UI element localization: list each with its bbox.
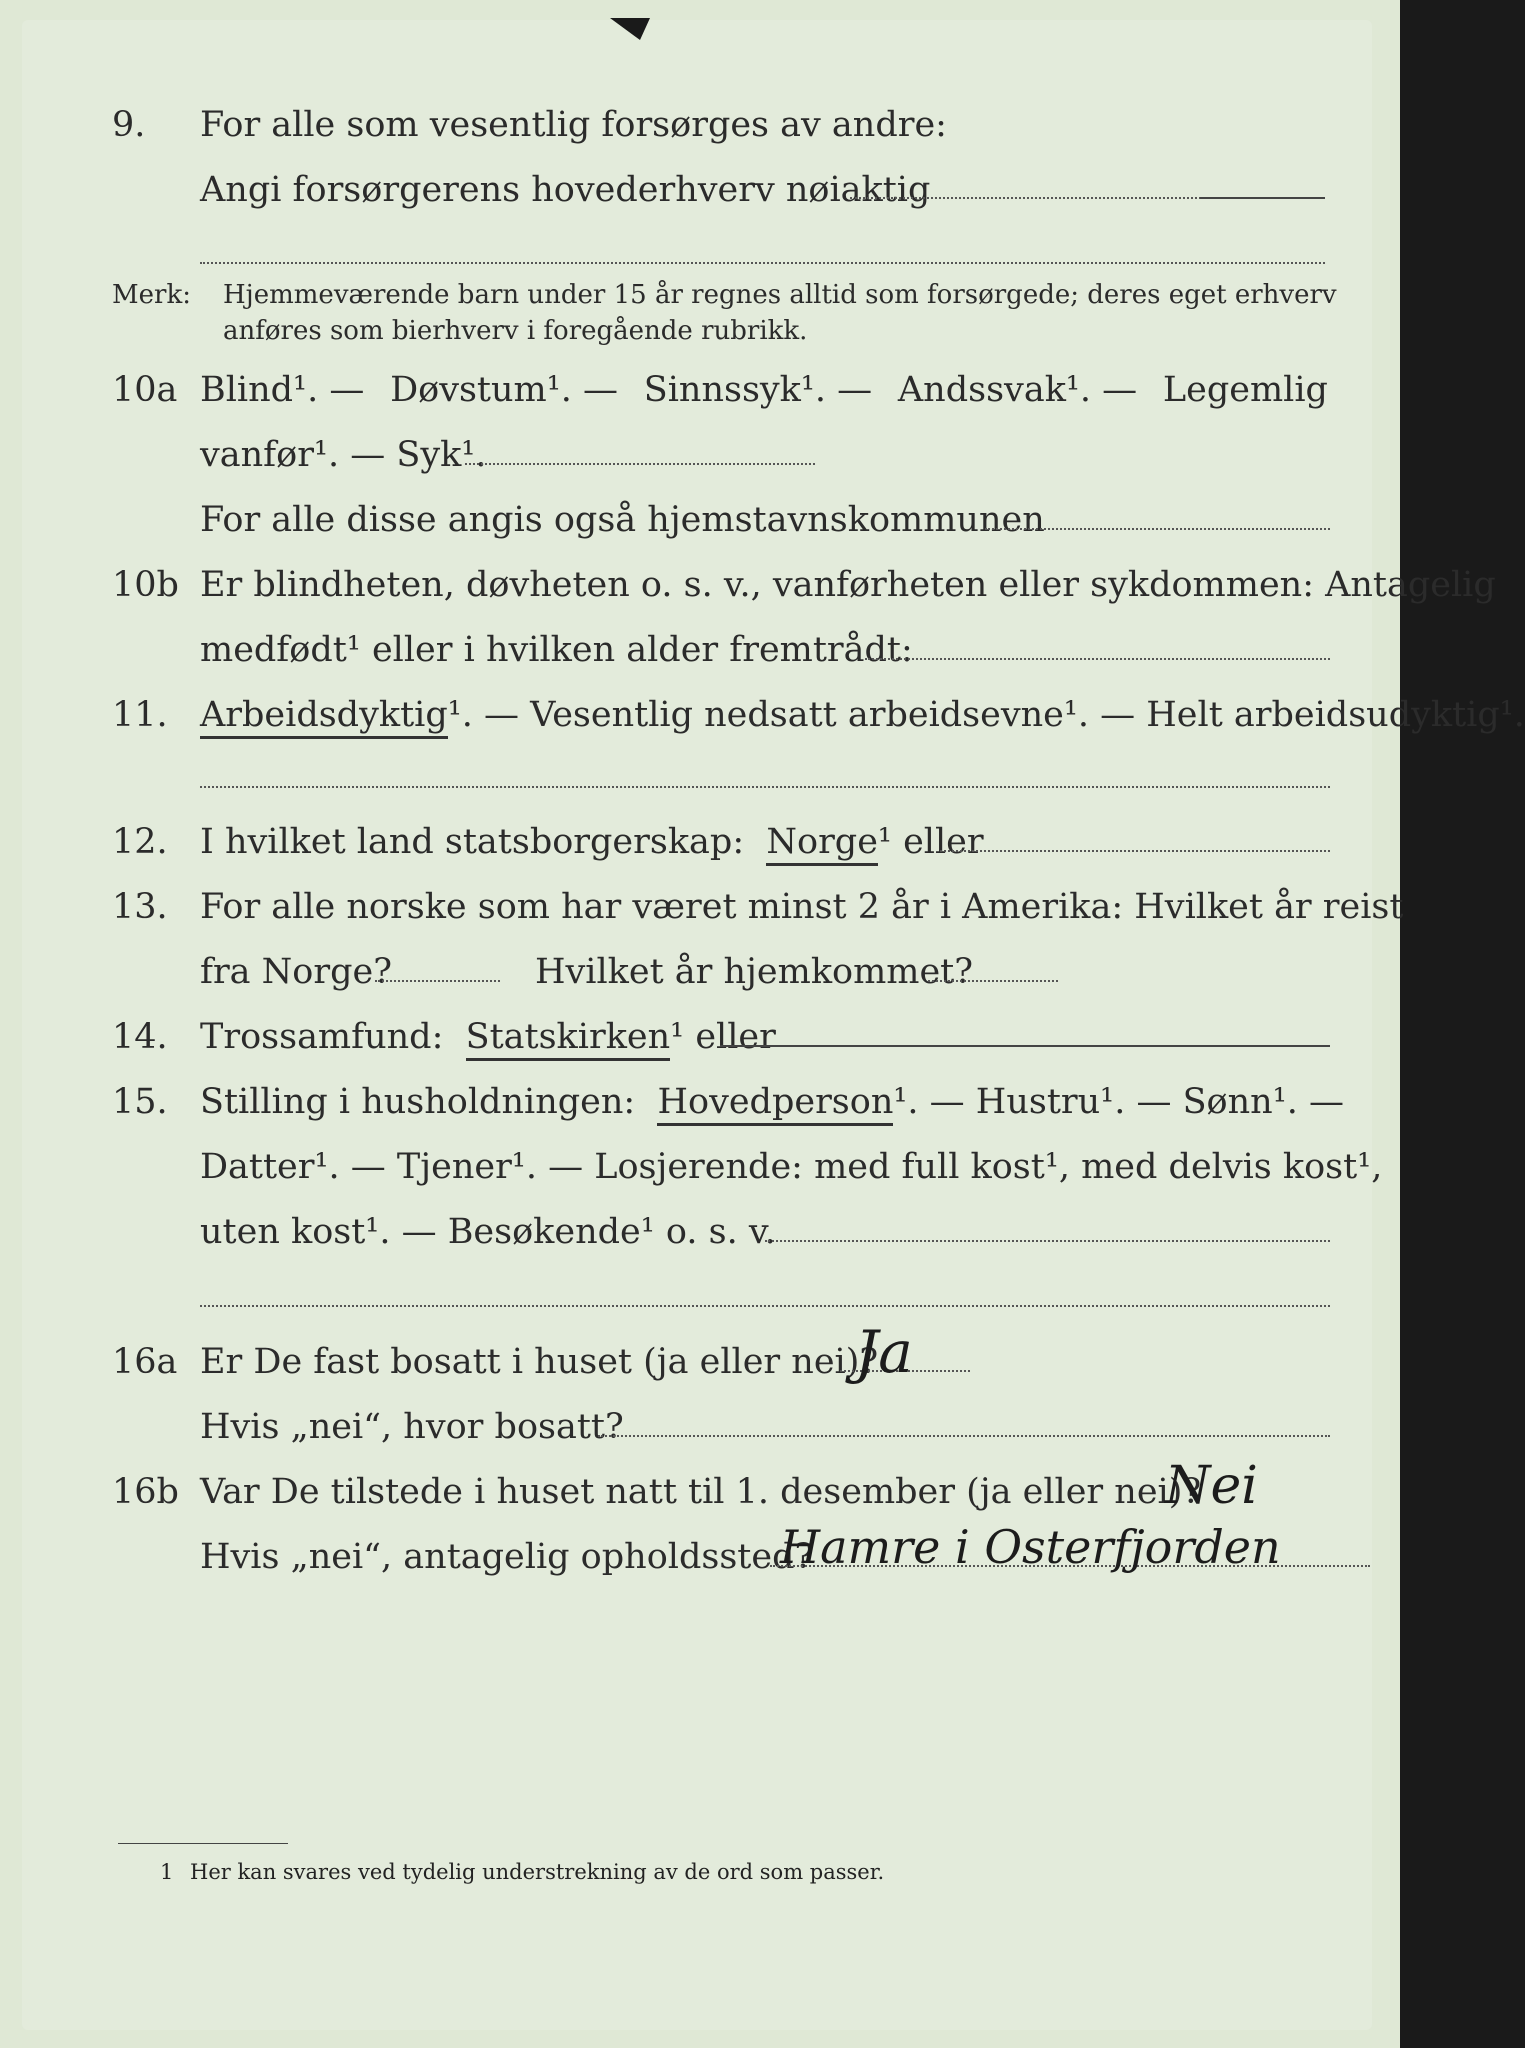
note-label: Merk: <box>112 280 191 310</box>
question-number: 16b <box>112 1472 179 1512</box>
note-line-2: anføres som bierhverv i foregående rubrikk. <box>223 316 808 346</box>
question-text: Hvilket år hjemkommet? <box>535 952 974 992</box>
question-number: 12. <box>112 822 168 862</box>
question-text: Var De tilstede i huset natt til 1. desember (ja eller nei)? <box>200 1472 1202 1512</box>
question-text: Hvis „nei“, hvor bosatt? <box>200 1407 624 1447</box>
question-text: uten kost¹. — Besøkende¹ o. s. v. <box>200 1212 776 1252</box>
footnote-mark: 1 <box>160 1860 174 1884</box>
question-text: I hvilket land statsborgerskap: Norge¹ eller <box>200 822 984 862</box>
question-number: 11. <box>112 695 168 735</box>
question-number: 10b <box>112 565 179 605</box>
answer-line[interactable] <box>765 1240 1330 1242</box>
answer-line[interactable] <box>940 850 1330 852</box>
answer-line[interactable] <box>598 1435 1330 1437</box>
answer-line[interactable] <box>375 980 500 982</box>
question-text: Datter¹. — Tjener¹. — Losjerende: med full kost¹, med delvis kost¹, <box>200 1147 1383 1187</box>
question-text: vanfør¹. — Syk¹. <box>200 435 487 475</box>
answer-line[interactable] <box>465 463 815 465</box>
option-mentally-disabled[interactable]: Andssvak¹. — <box>897 370 1138 410</box>
question-text: Stilling i husholdningen: Hovedperson¹. — Hustru¹. — Sønn¹. — <box>200 1082 1344 1122</box>
footnote-rule <box>118 1843 288 1844</box>
question-number: 14. <box>112 1017 168 1057</box>
question-text: Er blindheten, døvheten o. s. v., vanførheten eller sykdommen: Antagelig <box>200 565 1496 605</box>
handwritten-answer-place[interactable]: Hamre i Osterfjorden <box>780 1520 1281 1574</box>
question-text: Hvis „nei“, antagelig opholdssted? <box>200 1537 814 1577</box>
marked-answer[interactable]: Arbeidsdyktig <box>200 695 448 739</box>
answer-line[interactable] <box>985 528 1330 530</box>
option-physically-disabled[interactable]: Legemlig <box>1162 370 1328 410</box>
question-text: For alle som vesentlig forsørges av andre: <box>200 105 947 145</box>
question-text: Trossamfund: Statskirken¹ eller <box>200 1017 776 1057</box>
question-text: fra Norge? <box>200 952 392 992</box>
answer-line-solid <box>1200 197 1325 199</box>
option-blind[interactable]: Blind¹. — <box>200 370 365 410</box>
marked-answer[interactable]: Norge <box>766 822 878 866</box>
option-insane[interactable]: Sinnssyk¹. — <box>643 370 873 410</box>
question-number: 16a <box>112 1342 178 1382</box>
condition-list <box>200 370 1328 410</box>
question-text: Er De fast bosatt i huset (ja eller nei)? <box>200 1342 879 1382</box>
torn-corner <box>610 18 650 40</box>
answer-line[interactable] <box>200 786 1330 788</box>
question-text: Angi forsørgerens hovederhverv nøiaktig <box>200 170 931 210</box>
question-text: For alle norske som har været minst 2 år i Amerika: Hvilket år reist <box>200 887 1404 927</box>
question-number: 10a <box>112 370 178 410</box>
answer-line[interactable] <box>720 1045 1330 1047</box>
marked-answer[interactable]: Statskirken <box>466 1017 671 1061</box>
answer-line[interactable] <box>200 262 1325 264</box>
question-number: 13. <box>112 887 168 927</box>
option-deaf[interactable]: Døvstum¹. — <box>390 370 619 410</box>
question-text: For alle disse angis også hjemstavnskommunen <box>200 500 1045 540</box>
answer-line[interactable] <box>928 980 1058 982</box>
question-number: 9. <box>112 105 146 145</box>
handwritten-answer-nei[interactable]: Nei <box>1165 1456 1258 1516</box>
question-text: medfødt¹ eller i hvilken alder fremtrådt: <box>200 630 913 670</box>
question-number: 15. <box>112 1082 168 1122</box>
marked-answer[interactable]: Hovedperson <box>657 1082 893 1126</box>
handwritten-answer-ja[interactable]: Ja <box>855 1318 913 1386</box>
question-text: Arbeidsdyktig¹. — Vesentlig nedsatt arbeidsevne¹. — Helt arbeidsudyktig¹. <box>200 695 1525 735</box>
footnote-text: Her kan svares ved tydelig understrekning av de ord som passer. <box>190 1860 885 1884</box>
answer-line[interactable] <box>865 658 1330 660</box>
note-line-1: Hjemmeværende barn under 15 år regnes alltid som forsørgede; deres eget erhverv <box>223 280 1337 310</box>
answer-line[interactable] <box>200 1305 1330 1307</box>
